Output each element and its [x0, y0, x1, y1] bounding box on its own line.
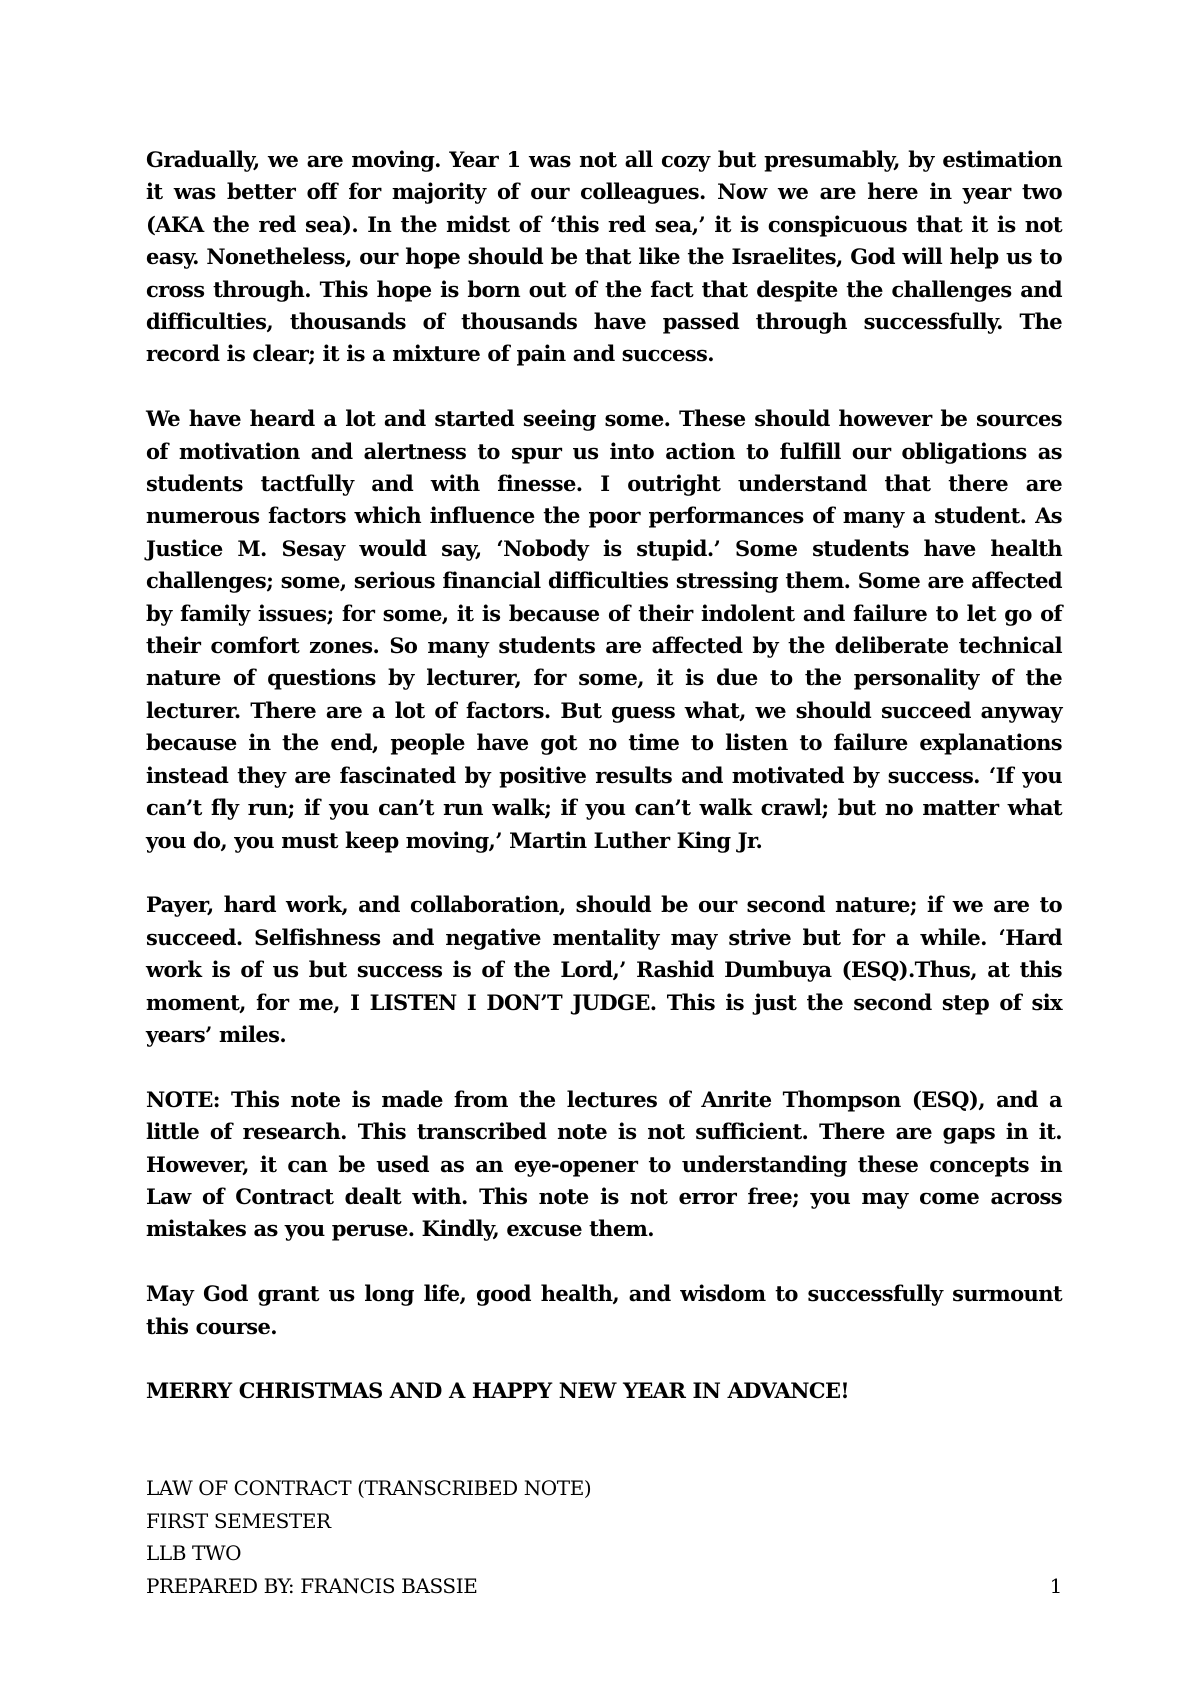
footer-author: PREPARED BY: FRANCIS BASSIE: [146, 1573, 478, 1598]
paragraph-prayer: Payer, hard work, and collaboration, should be our second nature; if we are to succeed. Selfishness and negative mentality may strive but for a while. ‘Hard work is of us but success is of the Lord,’ Rashid Dumbuya (ESQ).Thus, at this moment, for me, I LISTEN I DON’T JUDGE. This is just the second step of six years’ miles.: [146, 892, 1062, 1047]
paragraph-intro: Gradually, we are moving. Year 1 was not all cozy but presumably, by estimation it was better off for majority of our colleagues. Now we are here in year two (AKA the red sea). In the midst of ‘this red sea,’ it is conspicuous that it is not easy. Nonetheless, our hope should be that like the Israelites, God will help us to cross through. This hope is born out of the fact that despite the challenges and difficulties, thousands of thousands have passed through successfully. The record is clear; it is a mixture of pain and success.: [146, 147, 1062, 367]
footer-course-title: LAW OF CONTRACT (TRANSCRIBED NOTE): [146, 1476, 592, 1500]
footer-level: LLB TWO: [146, 1541, 242, 1565]
page-footer: [146, 1472, 1062, 1602]
footer-semester: FIRST SEMESTER: [146, 1508, 331, 1533]
paragraph-motivation: We have heard a lot and started seeing some. These should however be sources of motivation and alertness to spur us into action to fulfill our obligations as students tactfully and with finesse. I outright understand that there are numerous factors which influence the poor performances of many a student. As Justice M. Sesay would say, ‘Nobody is stupid.’ Some students have health challenges; some, serious financial difficulties stressing them. Some are affected by family issues; for some, it is because of their indolent and failure to let go of their comfort zones. So many students are affected by the deliberate technical nature of questions by lecturer, for some, it is due to the personality of the lecturer. There are a lot of factors. But guess what, we should succeed anyway because in the end, people have got no time to listen to failure explanations instead they are fascinated by positive results and motivated by success. ‘If you can’t fly run; if you can’t run walk; if you can’t walk crawl; but no matter what you do, you must keep moving,’ Martin Luther King Jr.: [146, 406, 1062, 853]
page-number: 1: [1049, 1573, 1062, 1598]
document-body: [146, 144, 1062, 1440]
paragraph-blessing: May God grant us long life, good health, and wisdom to successfully surmount this course.: [146, 1281, 1062, 1339]
paragraph-note: NOTE: This note is made from the lectures of Anrite Thompson (ESQ), and a little of research. This transcribed note is not sufficient. There are gaps in it. However, it can be used as an eye-opener to understanding these concepts in Law of Contract dealt with. This note is not error free; you may come across mistakes as you peruse. Kindly, excuse them.: [146, 1086, 1062, 1242]
paragraph-greeting: MERRY CHRISTMAS AND A HAPPY NEW YEAR IN ADVANCE!: [146, 1378, 849, 1404]
